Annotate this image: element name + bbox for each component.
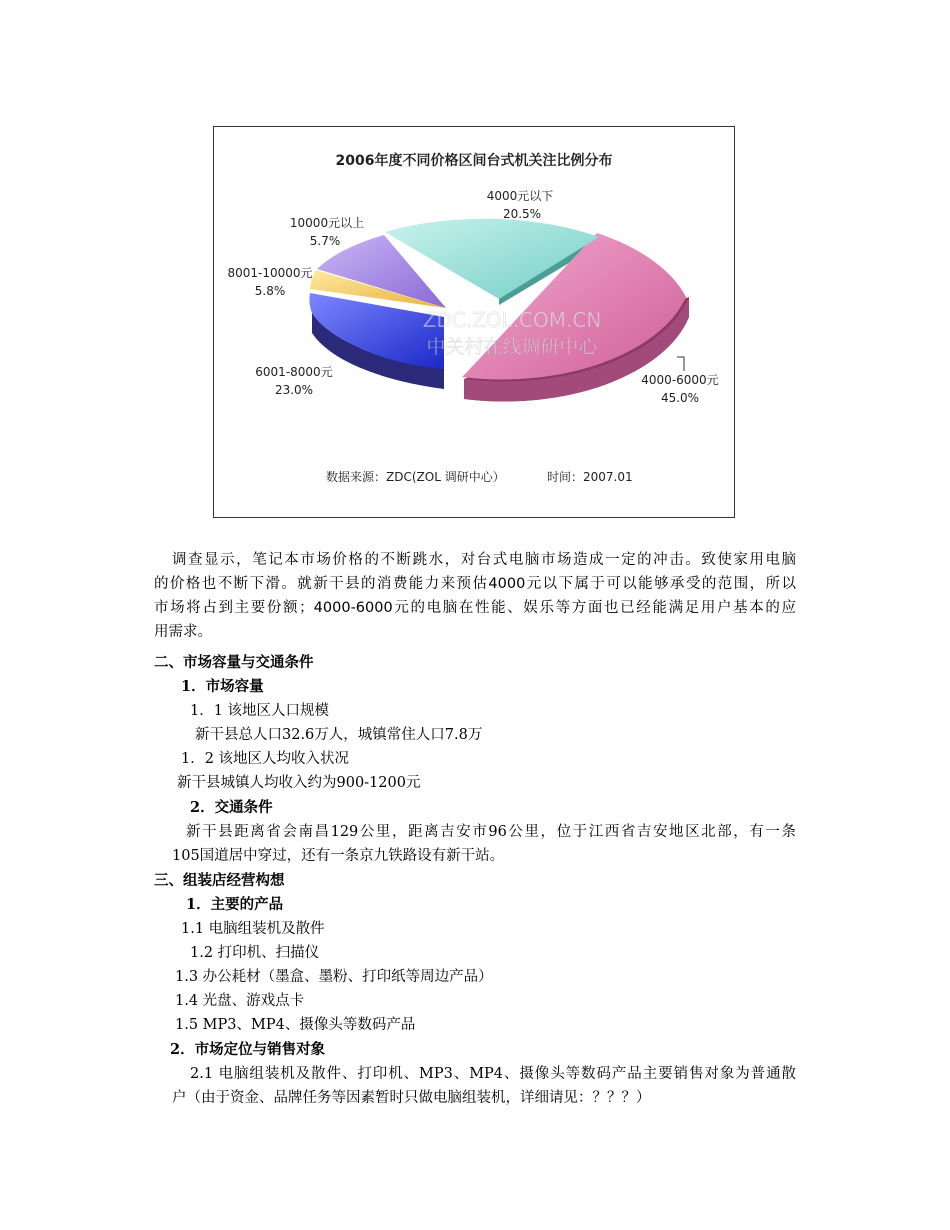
item-heading: 1．2 该地区人均收入状况 — [181, 751, 350, 767]
subsection-heading: 1．市场容量 — [181, 678, 264, 695]
list-item: 1.1 电脑组装机及散件 — [181, 921, 325, 937]
paragraph-line: 105国道居中穿过，还有一条京九铁路设有新干站。 — [172, 848, 505, 864]
paragraph-line: 市场将占到主要份额；4000-6000元的电脑在性能、娱乐等方面也已经能满足用户基本的应 — [154, 600, 796, 616]
chart-source-note: 数据来源：ZDC(ZOL 调研中心） — [326, 470, 505, 484]
paragraph-line: 户（由于资金、品牌任务等因素暂时只做电脑组装机，详细请见：？？？） — [172, 1090, 651, 1106]
label-6001-8000: 6001-8000元 — [255, 365, 333, 379]
paragraph-line: 的价格也不断下滑。就新干县的消费能力来预估4000元以下属于可以能够承受的范围，所以 — [154, 576, 796, 592]
paragraph-line: 调查显示，笔记本市场价格的不断跳水，对台式电脑市场造成一定的冲击。致使家用电脑 — [172, 552, 796, 568]
paragraph-line: 用需求。 — [154, 624, 212, 640]
pct-4000-6000: 45.0% — [660, 391, 700, 405]
leader-line-4000-6000 — [677, 357, 684, 371]
label-10000-above: 10000元以上 — [289, 216, 365, 230]
list-item: 1.5 MP3、MP4、摄像头等数码产品 — [175, 1017, 416, 1033]
label-8001-10000: 8001-10000元 — [227, 266, 313, 280]
label-4000-below: 4000元以下 — [486, 189, 554, 203]
item-body: 新干县城镇人均收入约为900-1200元 — [177, 775, 421, 791]
section-heading: 三、组装店经营构想 — [154, 872, 285, 889]
paragraph-line: 2.1 电脑组装机及散件、打印机、MP3、MP4、摄像头等数码产品主要销售对象为普通散 — [190, 1066, 796, 1082]
watermark-name: 中关村在线调研中心 — [426, 336, 598, 358]
section-heading: 二、市场容量与交通条件 — [154, 654, 314, 671]
subsection-heading: 2．市场定位与销售对象 — [170, 1041, 326, 1058]
pct-10000-above: 5.7% — [309, 234, 341, 248]
watermark-url: ZDC.ZOL.COM.CN — [422, 308, 602, 332]
chart-title: 2006年度不同价格区间台式机关注比例分布 — [335, 153, 613, 169]
subsection-heading: 1．主要的产品 — [186, 896, 284, 913]
pct-8001-10000: 5.8% — [254, 284, 286, 298]
item-heading: 1．1 该地区人口规模 — [190, 703, 330, 719]
pct-6001-8000: 23.0% — [274, 383, 314, 397]
list-item: 1.2 打印机、扫描仪 — [190, 945, 320, 961]
paragraph-line: 新干县距离省会南昌129公里，距离吉安市96公里，位于江西省吉安地区北部，有一条 — [186, 824, 796, 840]
label-4000-6000: 4000-6000元 — [641, 373, 719, 387]
list-item: 1.3 办公耗材（墨盒、墨粉、打印纸等周边产品） — [175, 969, 493, 985]
chart-time-note: 时间：2007.01 — [547, 470, 633, 484]
pct-4000-below: 20.5% — [502, 207, 542, 221]
subsection-heading: 2．交通条件 — [190, 799, 273, 816]
pie-chart — [214, 127, 734, 517]
item-body: 新干县总人口32.6万人，城镇常住人口7.8万 — [195, 727, 483, 743]
list-item: 1.4 光盘、游戏点卡 — [175, 993, 305, 1009]
pie-chart-figure — [213, 126, 735, 518]
